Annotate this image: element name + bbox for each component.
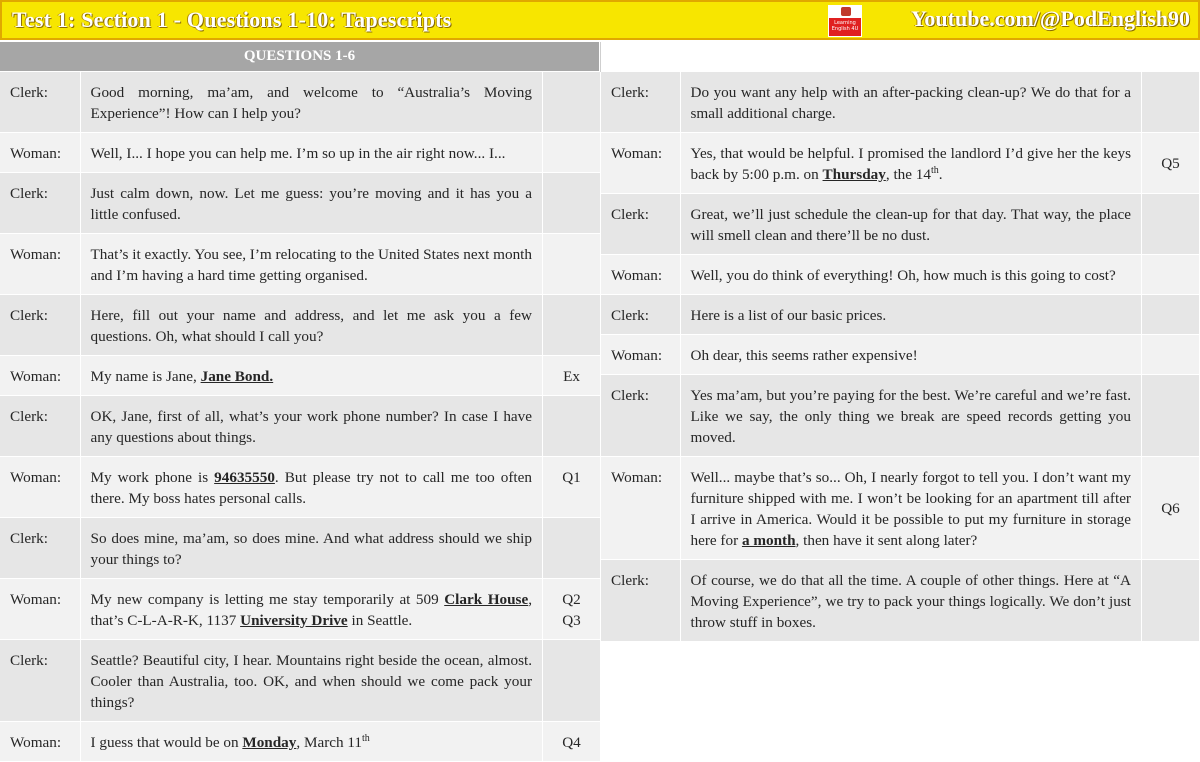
speaker-label: Woman: xyxy=(0,133,80,173)
question-number xyxy=(1142,72,1200,133)
question-number: Q6 xyxy=(1142,457,1200,560)
question-number xyxy=(1142,560,1200,642)
answer-keyword: Monday xyxy=(242,734,297,751)
section-header: QUESTIONS 1-6 xyxy=(0,42,599,72)
question-number xyxy=(543,518,601,579)
question-number xyxy=(543,640,601,722)
dialog-line xyxy=(80,640,543,722)
dialog-line xyxy=(80,173,543,234)
channel-logo xyxy=(828,5,862,37)
dialog-line xyxy=(680,295,1142,335)
dialog-line xyxy=(680,72,1142,133)
dialog-row xyxy=(0,356,601,396)
dialog-line xyxy=(80,396,543,457)
dialog-text: My name is Jane, xyxy=(90,368,201,385)
speaker-label: Clerk: xyxy=(601,375,680,457)
speaker-label: Woman: xyxy=(601,133,680,194)
question-number xyxy=(1142,194,1200,255)
dialog-text: , then have it sent along later? xyxy=(795,532,978,549)
dialog-text: Just calm down, now. Let me guess: you’re moving and it has you a little confused. xyxy=(90,185,532,223)
question-number xyxy=(543,234,601,295)
header-banner xyxy=(0,0,1200,40)
dialog-row xyxy=(0,722,601,762)
dialog-row xyxy=(0,72,601,133)
speaker-label: Clerk: xyxy=(0,295,80,356)
speaker-label: Clerk: xyxy=(601,560,680,642)
dialog-text: Here, fill out your name and address, and let me ask you a few questions. Oh, what should I call you? xyxy=(90,307,532,345)
speaker-label: Clerk: xyxy=(0,72,80,133)
speaker-label: Clerk: xyxy=(601,194,680,255)
question-number xyxy=(1142,375,1200,457)
speaker-label: Woman: xyxy=(0,234,80,295)
question-number: Ex xyxy=(543,356,601,396)
question-number: Q5 xyxy=(1142,133,1200,194)
dialog-line xyxy=(80,579,543,640)
speaker-label: Clerk: xyxy=(601,295,680,335)
speaker-label: Woman: xyxy=(0,579,80,640)
dialog-row xyxy=(601,295,1200,335)
dialog-text: My work phone is xyxy=(90,469,215,486)
dialog-row xyxy=(0,133,601,173)
dialog-line xyxy=(80,356,543,396)
left-transcript-panel xyxy=(0,42,601,751)
dialog-text: in Seattle. xyxy=(347,612,413,629)
ordinal-suffix: th xyxy=(362,732,370,744)
dialog-text: , the 14 xyxy=(885,166,931,183)
dialog-row xyxy=(0,457,601,518)
logo-text: Learning English 4U xyxy=(831,20,859,32)
question-number xyxy=(543,173,601,234)
speaker-label: Woman: xyxy=(601,255,680,295)
dialog-row xyxy=(0,295,601,356)
dialog-line xyxy=(80,457,543,518)
answer-keyword: Thursday xyxy=(822,166,886,183)
dialog-text: , March 11 xyxy=(296,734,363,751)
dialog-line xyxy=(80,133,543,173)
dialog-row xyxy=(601,194,1200,255)
question-number: Q2 Q3 xyxy=(543,579,601,640)
dialog-line xyxy=(80,234,543,295)
dialog-text: Well, you do think of everything! Oh, how much is this going to cost? xyxy=(690,267,1116,284)
answer-keyword: Clark House xyxy=(444,591,529,608)
dialog-line xyxy=(680,375,1142,457)
dialog-row xyxy=(601,560,1200,642)
dialog-line xyxy=(680,194,1142,255)
question-number xyxy=(543,72,601,133)
dialog-text: , that’s C-L-A-R-K, 1137 xyxy=(90,591,532,629)
question-number: Q4 xyxy=(543,722,601,762)
dialog-text: Good morning, ma’am, and welcome to “Australia’s Moving Experience”! How can I help you? xyxy=(90,84,532,122)
dialog-row xyxy=(0,173,601,234)
dialog-line xyxy=(680,255,1142,295)
question-number xyxy=(1142,335,1200,375)
left-dialog-table xyxy=(0,72,601,762)
right-transcript-panel xyxy=(601,72,1200,631)
answer-keyword: Jane Bond. xyxy=(200,368,274,385)
dialog-text: . xyxy=(938,166,943,183)
dialog-text: Yes, that would be helpful. I promised the landlord I’d give her the keys back by 5:00 p.m. on xyxy=(690,145,1131,183)
answer-keyword: 94635550 xyxy=(214,469,275,486)
dialog-line xyxy=(680,560,1142,642)
channel-url[interactable]: Youtube.com/@PodEnglish90 xyxy=(910,6,1190,31)
dialog-row xyxy=(601,457,1200,560)
answer-keyword: a month xyxy=(741,532,796,549)
dialog-text: My new company is letting me stay temporarily at 509 xyxy=(90,591,445,608)
page-title: Test 1: Section 1 - Questions 1-10: Tapescripts xyxy=(12,7,452,32)
dialog-line xyxy=(680,457,1142,560)
dialog-text: Of course, we do that all the time. A couple of other things. Here at “A Moving Experience”, we try to pack your things logically. We don’t just throw stuff in boxes. xyxy=(690,572,1131,631)
dialog-row xyxy=(0,579,601,640)
dialog-row xyxy=(0,518,601,579)
ordinal-suffix: th xyxy=(930,164,939,176)
dialog-text: Do you want any help with an after-packing clean-up? We do that for a small additional charge. xyxy=(690,84,1131,122)
speaker-label: Woman: xyxy=(601,335,680,375)
dialog-text: So does mine, ma’am, so does mine. And what address should we ship your things to? xyxy=(90,530,532,568)
question-number xyxy=(1142,295,1200,335)
speaker-label: Woman: xyxy=(0,356,80,396)
dialog-row xyxy=(0,396,601,457)
speaker-label: Clerk: xyxy=(0,173,80,234)
dialog-text: Seattle? Beautiful city, I hear. Mountains right beside the ocean, almost. Cooler than Australia, too. OK, and when should we come pack your things? xyxy=(90,652,532,711)
speaker-label: Woman: xyxy=(601,457,680,560)
dialog-line xyxy=(680,133,1142,194)
speaker-label: Woman: xyxy=(0,457,80,518)
dialog-row xyxy=(601,255,1200,295)
speaker-label: Clerk: xyxy=(0,396,80,457)
speaker-label: Clerk: xyxy=(0,640,80,722)
dialog-text: Oh dear, this seems rather expensive! xyxy=(690,347,918,364)
dialog-line xyxy=(80,722,543,762)
dialog-text: . But please try not to call me too often there. My boss hates personal calls. xyxy=(90,469,532,507)
question-number: Q1 xyxy=(543,457,601,518)
speaker-label: Woman: xyxy=(0,722,80,762)
dialog-row xyxy=(601,335,1200,375)
dialog-text: Yes ma’am, but you’re paying for the best. We’re careful and we’re fast. Like we say, the only thing we break are speed records getting you moved. xyxy=(690,387,1131,446)
dialog-text: Well... maybe that’s so... Oh, I nearly forgot to tell you. I don’t want my furniture shipped with me. I won’t be looking for an apartment till after I arrive in America. Would it be possible to put my furniture in storage here for xyxy=(690,469,1131,549)
dialog-row xyxy=(601,133,1200,194)
question-number xyxy=(1142,255,1200,295)
dialog-text: Here is a list of our basic prices. xyxy=(690,307,887,324)
dialog-line xyxy=(80,295,543,356)
right-dialog-table xyxy=(601,72,1200,642)
dialog-text: Great, we’ll just schedule the clean-up for that day. That way, the place will smell clean and there’ll be no dust. xyxy=(690,206,1131,244)
dialog-text: OK, Jane, first of all, what’s your work phone number? In case I have any questions about things. xyxy=(90,408,532,446)
right-dialog-body xyxy=(601,72,1200,642)
answer-keyword: University Drive xyxy=(240,612,348,629)
dialog-text: That’s it exactly. You see, I’m relocating to the United States next month and I’m having a hard time getting organised. xyxy=(90,246,532,284)
left-dialog-body xyxy=(0,72,601,762)
dialog-row xyxy=(0,640,601,722)
dialog-line xyxy=(80,72,543,133)
dialog-row xyxy=(601,375,1200,457)
question-number xyxy=(543,295,601,356)
speaker-label: Clerk: xyxy=(601,72,680,133)
question-number xyxy=(543,133,601,173)
dialog-row xyxy=(601,72,1200,133)
dialog-line xyxy=(80,518,543,579)
dialog-text: I guess that would be on xyxy=(90,734,243,751)
question-number xyxy=(543,396,601,457)
dialog-line xyxy=(680,335,1142,375)
logo-mark-icon xyxy=(841,7,851,16)
dialog-row xyxy=(0,234,601,295)
speaker-label: Clerk: xyxy=(0,518,80,579)
dialog-text: Well, I... I hope you can help me. I’m so up in the air right now... I... xyxy=(90,145,506,162)
